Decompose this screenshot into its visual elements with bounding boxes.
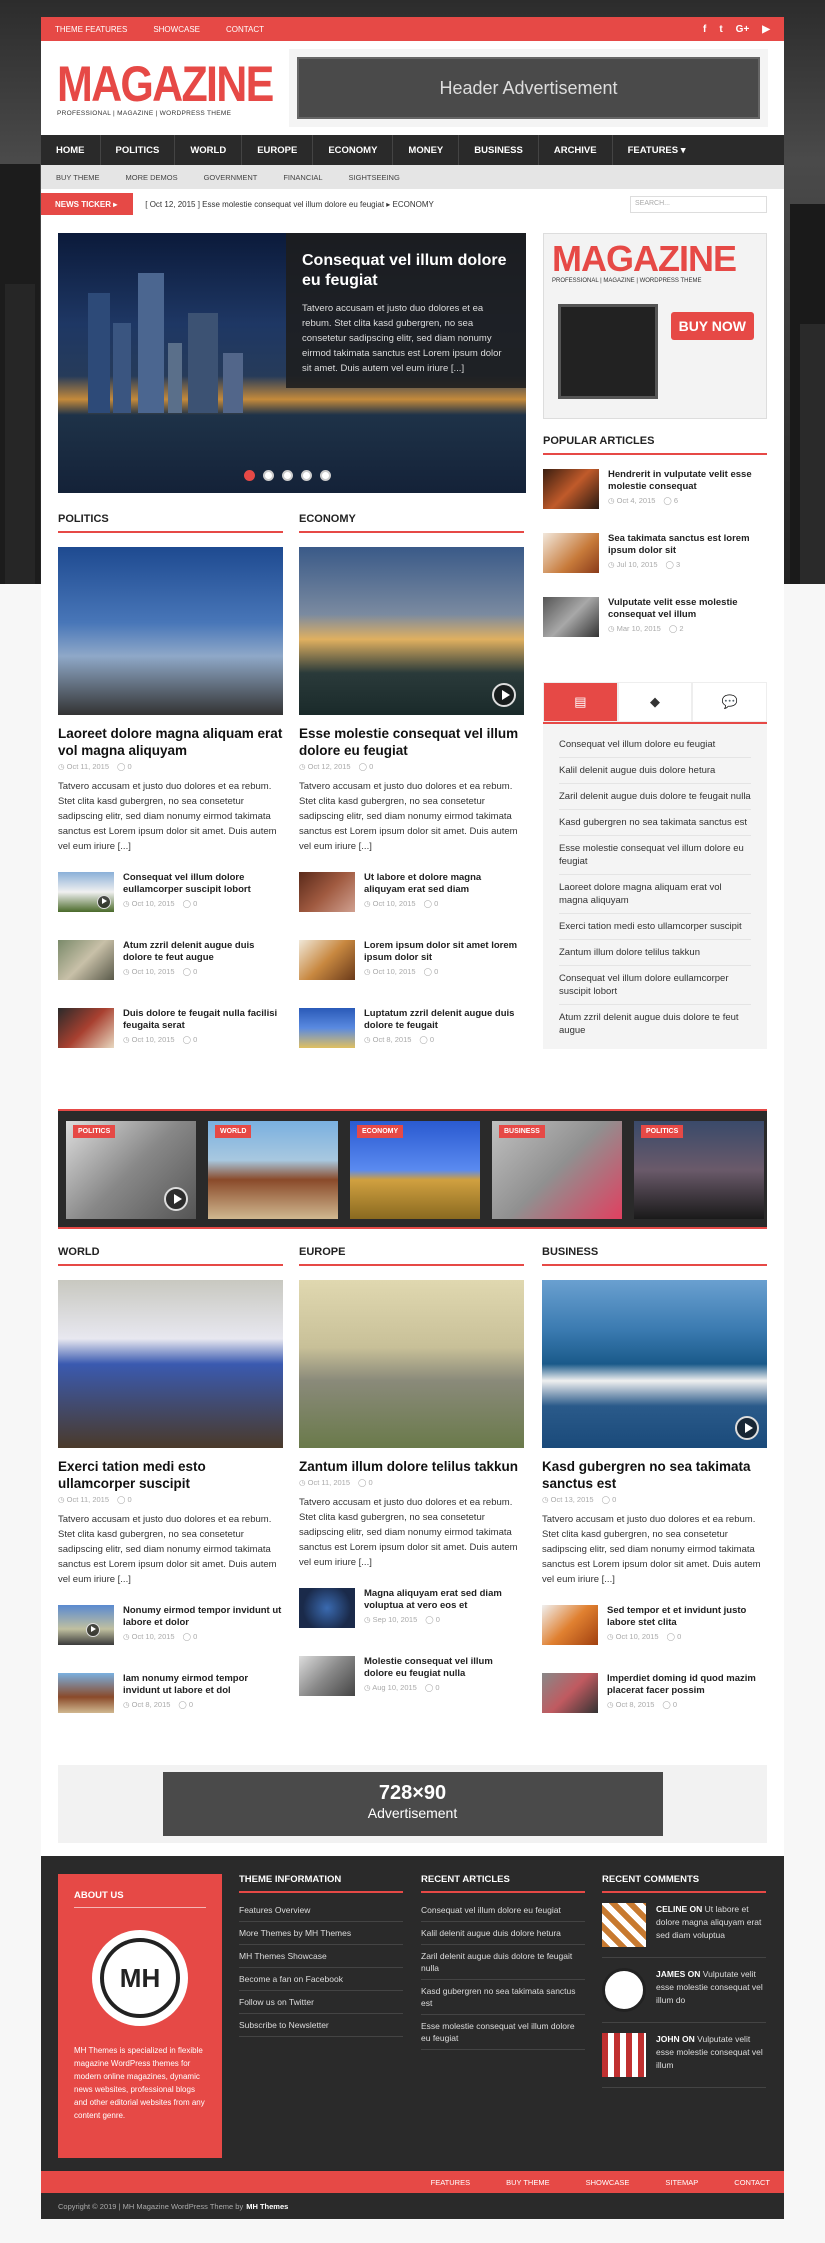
mh-logo bbox=[92, 1930, 188, 2026]
post-date: ◷ Oct 8, 2015 bbox=[123, 1700, 170, 1709]
list-item[interactable]: Kalil delenit augue duis dolore hetura bbox=[559, 758, 751, 784]
article-title[interactable]: Vulputate velit esse molestie consequat vel illum bbox=[608, 597, 738, 620]
comment-count[interactable]: ◯ 0 bbox=[419, 1035, 434, 1044]
sidebar-ad[interactable] bbox=[543, 233, 767, 419]
list-item[interactable]: Esse molestie consequat vel illum dolore eu feugiat bbox=[559, 836, 751, 875]
slider-dot[interactable] bbox=[320, 470, 331, 481]
thumbnail[interactable] bbox=[299, 1656, 355, 1696]
list-item[interactable] bbox=[299, 872, 524, 922]
footer-nav-sitemap[interactable]: SITEMAP bbox=[665, 2177, 699, 2187]
section-title[interactable]: WORLD bbox=[58, 1246, 283, 1266]
list-item[interactable]: Atum zzril delenit augue duis dolore te feut augue bbox=[559, 1012, 739, 1036]
slider-excerpt: Tatvero accusam et justo duo dolores et ea rebum. Stet clita kasd gubergren, no sea consetetur sadipscing elitr, sed diam nonumy eirmod takimata sanctus est Lorem ipsum dolor sit amet. Duis autem vel eum iriure [...] bbox=[302, 303, 502, 374]
theme-info-widget bbox=[239, 1874, 403, 2037]
recent-articles-widget bbox=[421, 1874, 585, 2050]
newspaper-icon[interactable]: ▤ bbox=[543, 682, 618, 722]
category-badge[interactable]: POLITICS bbox=[641, 1125, 683, 1138]
widget-title: RECENT COMMENTS bbox=[602, 1874, 766, 1893]
category-badge[interactable]: ECONOMY bbox=[357, 1125, 403, 1138]
post-date: ◷ Oct 10, 2015 bbox=[123, 1632, 175, 1641]
list-item[interactable] bbox=[58, 940, 283, 990]
site-logo[interactable] bbox=[57, 55, 273, 117]
footer-nav bbox=[41, 2171, 784, 2193]
article-image[interactable] bbox=[58, 547, 283, 715]
page-wrapper bbox=[41, 17, 784, 2219]
article-title[interactable]: Nonumy eirmod tempor invidunt ut labore et dolor bbox=[123, 1605, 282, 1628]
list-item[interactable] bbox=[542, 1605, 767, 1655]
comment-count[interactable]: ◯ 0 bbox=[178, 1700, 193, 1709]
list-item[interactable]: Zantum illum dolore telilus takkun bbox=[559, 940, 751, 966]
europe-section bbox=[299, 1246, 524, 1706]
post-date: ◷ Oct 11, 2015 bbox=[58, 1495, 109, 1504]
comment-item[interactable] bbox=[602, 2033, 766, 2088]
post-date: ◷ Oct 10, 2015 bbox=[364, 899, 416, 908]
list-item[interactable] bbox=[299, 940, 524, 990]
article-image[interactable] bbox=[542, 1280, 767, 1448]
slider-caption bbox=[286, 233, 526, 388]
slider-dot[interactable] bbox=[244, 470, 255, 481]
comment-author[interactable]: JOHN ON bbox=[656, 2034, 695, 2044]
economy-section bbox=[299, 513, 524, 1058]
youtube-icon[interactable]: ▶ bbox=[762, 23, 770, 35]
footer-link[interactable]: Esse molestie consequat vel illum dolore eu feugiat bbox=[421, 2015, 585, 2050]
list-item[interactable]: Zaril delenit augue duis dolore te feugait nulla bbox=[559, 784, 751, 810]
article-excerpt: Tatvero accusam et justo duo dolores et ea rebum. Stet clita kasd gubergren, no sea consetetur sadipscing elitr, sed diam nonumy eirmod takimata sanctus est Lorem ipsum dolor sit amet. Duis autem vel eum iriure [...] bbox=[299, 781, 518, 852]
play-icon bbox=[492, 683, 516, 707]
mh-themes-link[interactable]: MH Themes bbox=[246, 2201, 289, 2211]
post-date: ◷ Mar 10, 2015 bbox=[608, 624, 661, 633]
carousel-item[interactable] bbox=[208, 1121, 338, 1219]
article-title[interactable]: Sea takimata sanctus est lorem ipsum dolor sit bbox=[608, 533, 750, 556]
comment-text[interactable]: Vulputate velit esse molestie consequat vel illum do bbox=[656, 1969, 763, 2005]
subnav-government[interactable]: GOVERNMENT bbox=[203, 172, 258, 182]
footer-link[interactable]: Kalil delenit augue duis dolore hetura bbox=[421, 1922, 585, 1945]
article-title[interactable]: Sed tempor et et invidunt justo labore stet clita bbox=[607, 1605, 747, 1628]
list-item[interactable] bbox=[299, 1588, 524, 1638]
widget-title: ABOUT US bbox=[74, 1890, 206, 1908]
top-bar bbox=[41, 17, 784, 41]
comment-count[interactable]: ◯ 0 bbox=[425, 1615, 440, 1624]
about-text: MH Themes is specialized in flexible magazine WordPress themes for modern online magazines, dynamic news websites, professional blogs and other editorial websites from any content genre. bbox=[74, 2046, 205, 2120]
nav-europe[interactable]: EUROPE bbox=[242, 135, 313, 165]
section-title[interactable]: EUROPE bbox=[299, 1246, 524, 1266]
article-excerpt: Tatvero accusam et justo duo dolores et ea rebum. Stet clita kasd gubergren, no sea consetetur sadipscing elitr, sed diam nonumy eirmod takimata sanctus est Lorem ipsum dolor sit amet. Duis autem vel eum iriure [...] bbox=[299, 1497, 518, 1568]
comment-count[interactable]: ◯ 0 bbox=[424, 899, 439, 908]
footer-link[interactable]: Follow us on Twitter bbox=[239, 1991, 403, 2014]
bottom-ad[interactable] bbox=[58, 1765, 767, 1843]
sidebar-ad-title: MAGAZINE bbox=[552, 238, 736, 279]
thumbnail[interactable] bbox=[58, 1008, 114, 1048]
thumbnail[interactable] bbox=[543, 597, 599, 637]
comment-count[interactable]: ◯ 0 bbox=[117, 1495, 132, 1504]
post-date: ◷ Jul 10, 2015 bbox=[608, 560, 658, 569]
tab-article-list bbox=[543, 722, 767, 1049]
copyright-text: Copyright © 2019 | MH Magazine WordPress Theme by bbox=[58, 2201, 244, 2211]
footer-link[interactable]: More Themes by MH Themes bbox=[239, 1922, 403, 1945]
post-date: ◷ Oct 4, 2015 bbox=[608, 496, 655, 505]
carousel-item[interactable] bbox=[66, 1121, 196, 1219]
post-date: ◷ Oct 10, 2015 bbox=[364, 967, 416, 976]
post-date: ◷ Oct 8, 2015 bbox=[607, 1700, 654, 1709]
nav-home[interactable]: HOME bbox=[41, 135, 101, 165]
slider-dot[interactable] bbox=[282, 470, 293, 481]
article-title[interactable]: Iam nonumy eirmod tempor invidunt ut labore et dol bbox=[123, 1673, 249, 1696]
comment-count[interactable]: ◯ 0 bbox=[183, 1632, 198, 1641]
comment-count[interactable]: ◯ 0 bbox=[183, 899, 198, 908]
list-item[interactable]: Laoreet dolore magna aliquam erat vol magna aliquyam bbox=[559, 875, 751, 914]
logo-title: MAGAZINE bbox=[57, 55, 273, 112]
thumbnail[interactable] bbox=[542, 1673, 598, 1713]
site-footer bbox=[41, 1856, 784, 2171]
topnav-theme-features[interactable]: THEME FEATURES bbox=[55, 24, 128, 34]
list-item[interactable] bbox=[543, 533, 767, 583]
article-title[interactable]: Lorem ipsum dolor sit amet lorem ipsum dolor sit bbox=[364, 940, 518, 963]
comment-count[interactable]: ◯ 2 bbox=[669, 624, 684, 633]
widget-title: RECENT ARTICLES bbox=[421, 1874, 585, 1893]
list-item[interactable] bbox=[299, 1008, 524, 1058]
category-badge[interactable]: WORLD bbox=[215, 1125, 251, 1138]
article-title[interactable]: Consequat vel illum dolore eullamcorper suscipit lobort bbox=[123, 872, 251, 895]
play-icon bbox=[735, 1416, 759, 1440]
category-badge[interactable]: POLITICS bbox=[73, 1125, 115, 1138]
article-title[interactable]: Zantum illum dolore telilus takkun bbox=[299, 1459, 519, 1474]
comment-count[interactable]: ◯ 0 bbox=[183, 1035, 198, 1044]
list-item[interactable] bbox=[58, 1008, 283, 1058]
nav-world[interactable]: WORLD bbox=[175, 135, 242, 165]
comment-text[interactable]: Vulputate velit esse molestie consequat vel illum bbox=[656, 2034, 763, 2070]
widget-title: THEME INFORMATION bbox=[239, 1874, 403, 1893]
article-title[interactable]: Kasd gubergren no sea takimata sanctus est bbox=[542, 1459, 751, 1491]
world-section bbox=[58, 1246, 283, 1723]
article-excerpt: Tatvero accusam et justo duo dolores et ea rebum. Stet clita kasd gubergren, no sea consetetur sadipscing elitr, sed diam nonumy eirmod takimata sanctus est Lorem ipsum dolor sit amet. Duis autem vel eum iriure [...] bbox=[58, 1514, 277, 1585]
post-date: ◷ Oct 12, 2015 bbox=[299, 762, 351, 771]
google-plus-icon[interactable]: G+ bbox=[735, 23, 750, 35]
search-input[interactable]: SEARCH... bbox=[630, 196, 767, 213]
ad-size: 728×90 bbox=[378, 1782, 447, 1804]
thumbnail[interactable] bbox=[58, 872, 114, 912]
article-title[interactable]: Ut labore et dolore magna aliquyam erat sed diam bbox=[364, 872, 482, 895]
featured-slider[interactable] bbox=[58, 233, 526, 493]
article-title[interactable]: Duis dolore te feugait nulla facilisi feugaita serat bbox=[123, 1008, 278, 1031]
article-title[interactable]: Imperdiet doming id quod mazim placerat facer possim bbox=[607, 1673, 756, 1696]
nav-politics[interactable]: POLITICS bbox=[101, 135, 176, 165]
sub-nav bbox=[41, 165, 784, 189]
play-icon bbox=[86, 1623, 100, 1637]
comment-count[interactable]: ◯ 0 bbox=[602, 1495, 617, 1504]
ad-label: Advertisement bbox=[367, 1805, 458, 1821]
thumbnail[interactable] bbox=[299, 1008, 355, 1048]
category-badge[interactable]: BUSINESS bbox=[499, 1125, 545, 1138]
article-title[interactable]: Exerci tation medi esto ullamcorper suscipit bbox=[58, 1459, 206, 1491]
post-date: ◷ Oct 13, 2015 bbox=[542, 1495, 594, 1504]
article-excerpt: Tatvero accusam et justo duo dolores et ea rebum. Stet clita kasd gubergren, no sea consetetur sadipscing elitr, sed diam nonumy eirmod takimata sanctus est Lorem ipsum dolor sit amet. Duis autem vel eum iriure [...] bbox=[542, 1514, 761, 1585]
nav-economy[interactable]: ECONOMY bbox=[313, 135, 393, 165]
list-item[interactable] bbox=[543, 469, 767, 519]
carousel-item[interactable] bbox=[350, 1121, 480, 1219]
thumbnail[interactable] bbox=[58, 1673, 114, 1713]
list-item[interactable] bbox=[58, 1673, 283, 1723]
play-icon bbox=[97, 895, 111, 909]
news-ticker bbox=[41, 189, 784, 219]
footer-nav-features[interactable]: FEATURES bbox=[430, 2177, 471, 2187]
footer-link[interactable]: Features Overview bbox=[239, 1899, 403, 1922]
article-excerpt: Tatvero accusam et justo duo dolores et ea rebum. Stet clita kasd gubergren, no sea consetetur sadipscing elitr, sed diam nonumy eirmod takimata sanctus est Lorem ipsum dolor sit amet. Duis autem vel eum iriure [...] bbox=[58, 781, 277, 852]
footer-link[interactable]: Consequat vel illum dolore eu feugiat bbox=[421, 1899, 585, 1922]
twitter-icon[interactable]: t bbox=[719, 23, 723, 35]
category-carousel bbox=[58, 1109, 767, 1229]
article-title[interactable]: Luptatum zzril delenit augue duis dolore te feugait bbox=[364, 1008, 515, 1031]
article-title[interactable]: Atum zzril delenit augue duis dolore te feut augue bbox=[123, 940, 255, 963]
topnav-showcase[interactable]: SHOWCASE bbox=[153, 24, 200, 34]
post-date: ◷ Oct 10, 2015 bbox=[607, 1632, 659, 1641]
footer-link[interactable]: Become a fan on Facebook bbox=[239, 1968, 403, 1991]
list-item[interactable] bbox=[542, 1673, 767, 1723]
article-image[interactable] bbox=[58, 1280, 283, 1448]
post-date: ◷ Aug 10, 2015 bbox=[364, 1683, 417, 1692]
header-ad[interactable] bbox=[289, 49, 768, 127]
footer-nav-contact[interactable]: CONTACT bbox=[734, 2177, 770, 2187]
subnav-sightseeing[interactable]: SIGHTSEEING bbox=[348, 172, 400, 182]
subnav-buy-theme[interactable]: BUY THEME bbox=[56, 172, 100, 182]
popular-articles bbox=[543, 435, 767, 647]
list-item[interactable]: Consequat vel illum dolore eu feugiat bbox=[559, 732, 751, 758]
post-date: ◷ Oct 10, 2015 bbox=[123, 1035, 175, 1044]
carousel-item[interactable] bbox=[634, 1121, 764, 1219]
comment-author[interactable]: CELINE ON bbox=[656, 1904, 703, 1914]
comment-count[interactable]: ◯ 6 bbox=[663, 496, 678, 505]
nav-features[interactable]: FEATURES ▾ bbox=[627, 144, 686, 156]
footer-nav-showcase[interactable]: SHOWCASE bbox=[585, 2177, 630, 2187]
article-title[interactable]: Esse molestie consequat vel illum dolore eu feugiat bbox=[299, 726, 519, 758]
thumbnail[interactable] bbox=[299, 940, 355, 980]
widget-title: POPULAR ARTICLES bbox=[543, 435, 767, 455]
copyright bbox=[41, 2193, 784, 2219]
list-item[interactable] bbox=[299, 1656, 524, 1706]
list-item[interactable] bbox=[58, 872, 283, 922]
slider-dot[interactable] bbox=[301, 470, 312, 481]
list-item[interactable]: Consequat vel illum dolore eullamcorper suscipit lobort bbox=[559, 966, 751, 1005]
footer-link[interactable]: Subscribe to Newsletter bbox=[239, 2014, 403, 2037]
tabbed-widget bbox=[543, 682, 767, 1049]
play-icon bbox=[164, 1187, 188, 1211]
comment-count[interactable]: ◯ 0 bbox=[358, 1478, 373, 1487]
list-item[interactable] bbox=[543, 597, 767, 647]
thumbnail[interactable] bbox=[58, 1605, 114, 1645]
logo-tagline: PROFESSIONAL | MAGAZINE | WORDPRESS THEME bbox=[57, 109, 232, 117]
ticker-label: NEWS TICKER ▸ bbox=[41, 193, 133, 215]
article-title[interactable]: Laoreet dolore magna aliquam erat vol magna aliquyam bbox=[58, 726, 283, 758]
business-section bbox=[542, 1246, 767, 1723]
post-date: ◷ Oct 10, 2015 bbox=[123, 899, 175, 908]
article-title[interactable]: Hendrerit in vulputate velit esse molestie consequat bbox=[608, 469, 752, 492]
article-image[interactable] bbox=[299, 547, 524, 715]
comment-count[interactable]: ◯ 0 bbox=[117, 762, 132, 771]
slider-title[interactable]: Consequat vel illum dolore eu feugiat bbox=[302, 252, 507, 289]
device-mockup-image bbox=[558, 304, 658, 399]
thumbnail[interactable] bbox=[543, 533, 599, 573]
list-item[interactable] bbox=[58, 1605, 283, 1655]
article-title[interactable]: Molestie consequat vel illum dolore eu feugiat nulla bbox=[364, 1656, 493, 1679]
footer-link[interactable]: MH Themes Showcase bbox=[239, 1945, 403, 1968]
slider-dots bbox=[244, 470, 331, 481]
comment-count[interactable]: ◯ 0 bbox=[667, 1632, 682, 1641]
article-image[interactable] bbox=[299, 1280, 524, 1448]
nav-archive[interactable]: ARCHIVE bbox=[539, 135, 613, 165]
footer-nav-buy-theme[interactable]: BUY THEME bbox=[506, 2177, 550, 2187]
slider-dot[interactable] bbox=[263, 470, 274, 481]
comment-count[interactable]: ◯ 0 bbox=[359, 762, 374, 771]
post-date: ◷ Oct 11, 2015 bbox=[299, 1478, 350, 1487]
footer-link[interactable]: Zaril delenit augue duis dolore te feugait nulla bbox=[421, 1945, 585, 1980]
comment-count[interactable]: ◯ 0 bbox=[183, 967, 198, 976]
list-item[interactable]: Exerci tation medi esto ullamcorper suscipit bbox=[559, 914, 751, 940]
carousel-item[interactable] bbox=[492, 1121, 622, 1219]
avatar bbox=[602, 1903, 646, 1947]
tags-icon[interactable]: ◆ bbox=[618, 682, 693, 722]
comment-author[interactable]: JAMES ON bbox=[656, 1969, 701, 1979]
post-date: ◷ Oct 11, 2015 bbox=[58, 762, 109, 771]
politics-section bbox=[58, 513, 283, 1058]
site-header bbox=[41, 41, 784, 135]
comment-item[interactable] bbox=[602, 1968, 766, 2023]
avatar bbox=[602, 2033, 646, 2077]
comment-text[interactable]: Ut labore et dolore magna aliquyam erat sed diam voluptua bbox=[656, 1904, 762, 1940]
main-nav bbox=[41, 135, 784, 165]
post-date: ◷ Oct 8, 2015 bbox=[364, 1035, 411, 1044]
ticker-text[interactable]: [ Oct 12, 2015 ] Esse molestie consequat vel illum dolore eu feugiat ▸ ECONOMY bbox=[145, 199, 434, 209]
thumbnail[interactable] bbox=[58, 940, 114, 980]
section-title[interactable]: BUSINESS bbox=[542, 1246, 767, 1266]
comment-count[interactable]: ◯ 0 bbox=[425, 1683, 440, 1692]
comment-count[interactable]: ◯ 3 bbox=[666, 560, 681, 569]
comment-item[interactable] bbox=[602, 1903, 766, 1958]
nav-money[interactable]: MONEY bbox=[393, 135, 459, 165]
avatar bbox=[602, 1968, 646, 2012]
nav-business[interactable]: BUSINESS bbox=[459, 135, 539, 165]
thumbnail[interactable] bbox=[299, 1588, 355, 1628]
section-title[interactable]: ECONOMY bbox=[299, 513, 524, 533]
facebook-icon[interactable]: f bbox=[702, 23, 707, 35]
thumbnail[interactable] bbox=[543, 469, 599, 509]
subnav-more-demos[interactable]: MORE DEMOS bbox=[125, 172, 178, 182]
mh-logo-text: MH bbox=[100, 1938, 180, 2018]
footer-link[interactable]: Kasd gubergren no sea takimata sanctus est bbox=[421, 1980, 585, 2015]
comment-count[interactable]: ◯ 0 bbox=[424, 967, 439, 976]
section-title[interactable]: POLITICS bbox=[58, 513, 283, 533]
post-date: ◷ Sep 10, 2015 bbox=[364, 1615, 417, 1624]
sidebar-ad-tagline: PROFESSIONAL | MAGAZINE | WORDPRESS THEME bbox=[552, 278, 702, 284]
comments-icon[interactable]: 💬 bbox=[692, 682, 767, 722]
list-item[interactable]: Kasd gubergren no sea takimata sanctus est bbox=[559, 810, 751, 836]
subnav-financial[interactable]: FINANCIAL bbox=[283, 172, 323, 182]
buy-now-button[interactable]: BUY NOW bbox=[671, 312, 754, 340]
topnav-contact[interactable]: CONTACT bbox=[225, 24, 265, 34]
recent-comments-widget bbox=[602, 1874, 766, 2088]
header-ad-label: Header Advertisement bbox=[297, 57, 760, 119]
comment-count[interactable]: ◯ 0 bbox=[662, 1700, 677, 1709]
thumbnail[interactable] bbox=[542, 1605, 598, 1645]
article-title[interactable]: Magna aliquyam erat sed diam voluptua at vero eos et bbox=[364, 1588, 502, 1611]
post-date: ◷ Oct 10, 2015 bbox=[123, 967, 175, 976]
about-widget bbox=[58, 1874, 222, 2158]
thumbnail[interactable] bbox=[299, 872, 355, 912]
